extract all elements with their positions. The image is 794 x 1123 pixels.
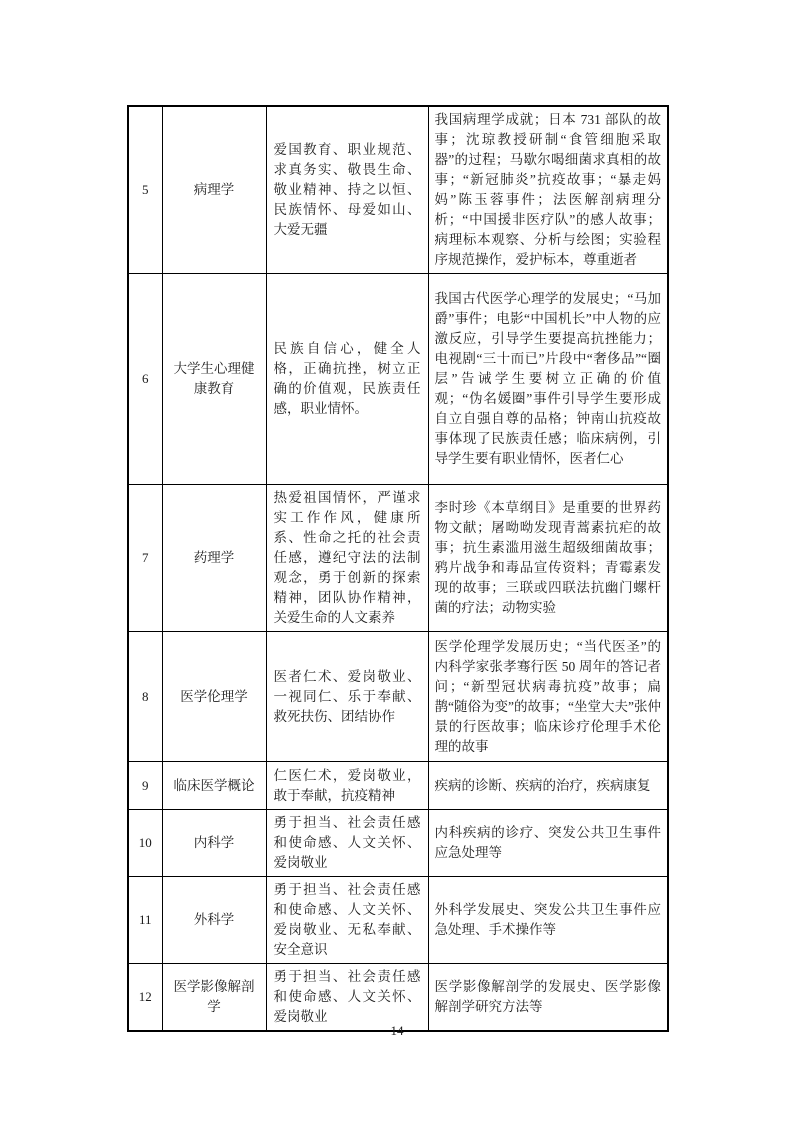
- table-row: [128, 485, 668, 632]
- ideology-values-cell: 爱国教育、职业规范、求真务实、敬畏生命、敬业精神、持之以恒、民族情怀、母爱如山、大爱无疆: [266, 106, 428, 274]
- row-number-cell: 10: [128, 810, 162, 877]
- table-row: [128, 810, 668, 877]
- table-row: [128, 964, 668, 1032]
- course-name-cell: 外科学: [162, 877, 266, 964]
- ideology-values-cell: 仁医仁术，爱岗敬业，敢于奉献，抗疫精神: [266, 762, 428, 810]
- ideology-values-cell: 民族自信心，健全人格，正确抗挫，树立正确的价值观，民族责任感，职业情怀。: [266, 274, 428, 485]
- table-row: [128, 632, 668, 762]
- ideology-values-cell: 勇于担当、社会责任感和使命感、人文关怀、爱岗敬业: [266, 964, 428, 1032]
- ideology-values-cell: 热爱祖国情怀，严谨求实工作作风，健康所系、性命之托的社会责任感，遵纪守法的法制观念，勇于创新的探索精神，团队协作精神，关爱生命的人文素养: [266, 485, 428, 632]
- course-ideology-table: [127, 105, 669, 1032]
- row-number-cell: 8: [128, 632, 162, 762]
- row-number-cell: 6: [128, 274, 162, 485]
- table-body: [128, 106, 668, 1031]
- course-name-cell: 医学伦理学: [162, 632, 266, 762]
- examples-cell: 我国古代医学心理学的发展史；“马加爵”事件；电影“中国机长”中人物的应激反应，引导学生要提高抗挫能力；电视剧“三十而已”片段中“奢侈品”“圈层”告诫学生要树立正确的价值观；“伪名媛圈”事件引导学生要形成自立自强自尊的品格；钟南山抗疫故事体现了民族责任感；临床病例，引导学生要有职业情怀，医者仁心: [428, 274, 668, 485]
- ideology-values-cell: 勇于担当、社会责任感和使命感、人文关怀、爱岗敬业: [266, 810, 428, 877]
- examples-cell: 内科疾病的诊疗、突发公共卫生事件应急处理等: [428, 810, 668, 877]
- row-number-cell: 12: [128, 964, 162, 1032]
- course-name-cell: 医学影像解剖学: [162, 964, 266, 1032]
- course-name-cell: 大学生心理健康教育: [162, 274, 266, 485]
- course-name-cell: 临床医学概论: [162, 762, 266, 810]
- course-name-cell: 病理学: [162, 106, 266, 274]
- table-row: [128, 877, 668, 964]
- examples-cell: 李时珍《本草纲目》是重要的世界药物文献；屠呦呦发现青蒿素抗疟的故事；抗生素滥用滋生超级细菌故事；鸦片战争和毒品宣传资料；青霉素发现的故事；三联或四联法抗幽门螺杆菌的疗法；动物实验: [428, 485, 668, 632]
- page-number: 14: [390, 1023, 404, 1038]
- ideology-values-cell: 勇于担当、社会责任感和使命感、人文关怀、爱岗敬业、无私奉献、安全意识: [266, 877, 428, 964]
- examples-cell: 我国病理学成就；日本 731 部队的故事；沈琼教授研制“食管细胞采取器”的过程；马歇尔喝细菌求真相的故事；“新冠肺炎”抗疫故事；“暴走妈妈”陈玉蓉事件；法医解剖病理分析；“中国援非医疗队”的感人故事；病理标本观察、分析与绘图；实验程序规范操作，爱护标本，尊重逝者: [428, 106, 668, 274]
- table-row: [128, 762, 668, 810]
- ideology-values-cell: 医者仁术、爱岗敬业、一视同仁、乐于奉献、救死扶伤、团结协作: [266, 632, 428, 762]
- examples-cell: 医学影像解剖学的发展史、医学影像解剖学研究方法等: [428, 964, 668, 1032]
- row-number-cell: 9: [128, 762, 162, 810]
- table-row: [128, 106, 668, 274]
- examples-cell: 疾病的诊断、疾病的治疗，疾病康复: [428, 762, 668, 810]
- course-name-cell: 药理学: [162, 485, 266, 632]
- course-name-cell: 内科学: [162, 810, 266, 877]
- row-number-cell: 7: [128, 485, 162, 632]
- row-number-cell: 5: [128, 106, 162, 274]
- table-row: [128, 274, 668, 485]
- row-number-cell: 11: [128, 877, 162, 964]
- examples-cell: 医学伦理学发展历史；“当代医圣”的内科学家张孝骞行医 50 周年的答记者问；“新型冠状病毒抗疫”故事；扁鹊“随俗为变”的故事；“坐堂大夫”张仲景的行医故事；临床诊疗伦理手术伦理的故事: [428, 632, 668, 762]
- examples-cell: 外科学发展史、突发公共卫生事件应急处理、手术操作等: [428, 877, 668, 964]
